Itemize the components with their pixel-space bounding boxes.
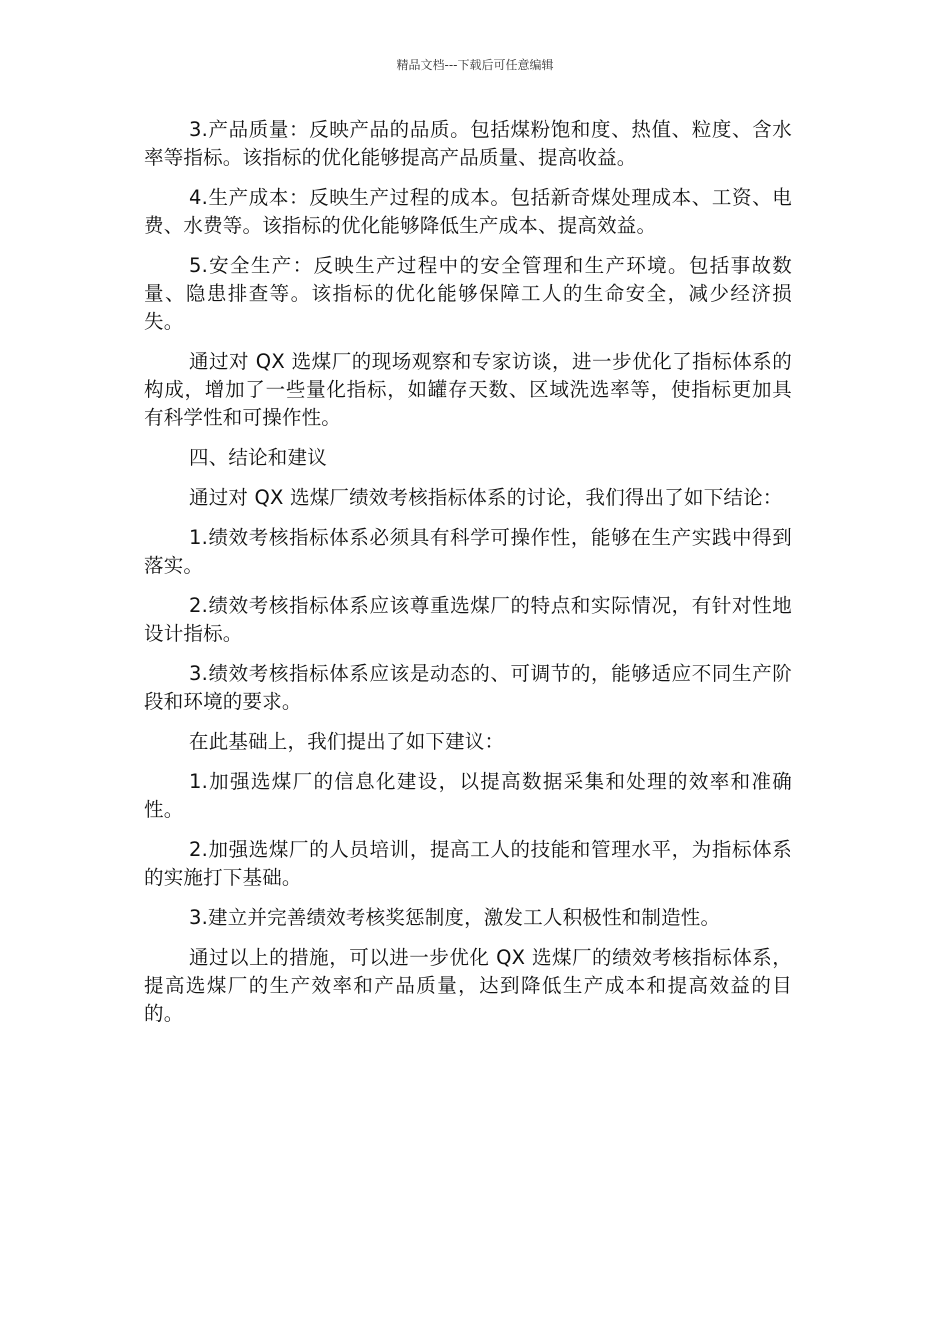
paragraph-closing: 通过以上的措施，可以进一步优化 QX 选煤厂的绩效考核指标体系，提高选煤厂的生产效率和产品质量，达到降低生产成本和提高效益的目的。 <box>144 946 792 1025</box>
paragraph-indicator-optimization: 通过对 QX 选煤厂的现场观察和专家访谈，进一步优化了指标体系的构成，增加了一些量化指标，如罐存天数、区域洗选率等，使指标更加具有科学性和可操作性。 <box>144 350 792 429</box>
paragraph-conclusion-intro: 通过对 QX 选煤厂绩效考核指标体系的讨论，我们得出了如下结论： <box>189 486 783 509</box>
suggestion-item-2: 2.加强选煤厂的人员培训，提高工人的技能和管理水平，为指标体系的实施打下基础。 <box>144 838 792 889</box>
conclusion-item-3: 3.绩效考核指标体系应该是动态的、可调节的，能够适应不同生产阶段和环境的要求。 <box>144 662 792 713</box>
section-heading-conclusions: 四、结论和建议 <box>189 446 327 469</box>
conclusion-item-2: 2.绩效考核指标体系应该尊重选煤厂的特点和实际情况，有针对性地设计指标。 <box>144 594 792 645</box>
suggestion-item-1: 1.加强选煤厂的信息化建设，以提高数据采集和处理的效率和准确性。 <box>144 770 792 821</box>
paragraph-safety-production: 5.安全生产：反映生产过程中的安全管理和生产环境。包括事故数量、隐患排查等。该指标的优化能够保障工人的生命安全，减少经济损失。 <box>144 254 792 333</box>
paragraph-product-quality: 3.产品质量：反映产品的品质。包括煤粉饱和度、热值、粒度、含水率等指标。该指标的优化能够提高产品质量、提高收益。 <box>144 118 792 169</box>
paragraph-suggestion-intro: 在此基础上，我们提出了如下建议： <box>189 730 505 753</box>
suggestion-item-3: 3.建立并完善绩效考核奖惩制度，激发工人积极性和制造性。 <box>189 906 721 929</box>
paragraph-production-cost: 4.生产成本：反映生产过程的成本。包括新奇煤处理成本、工资、电费、水费等。该指标的优化能够降低生产成本、提高效益。 <box>144 186 792 237</box>
document-body <box>144 116 792 1040</box>
page-header: 精品文档---下载后可任意编辑 <box>396 58 554 72</box>
conclusion-item-1: 1.绩效考核指标体系必须具有科学可操作性，能够在生产实践中得到落实。 <box>144 526 792 577</box>
